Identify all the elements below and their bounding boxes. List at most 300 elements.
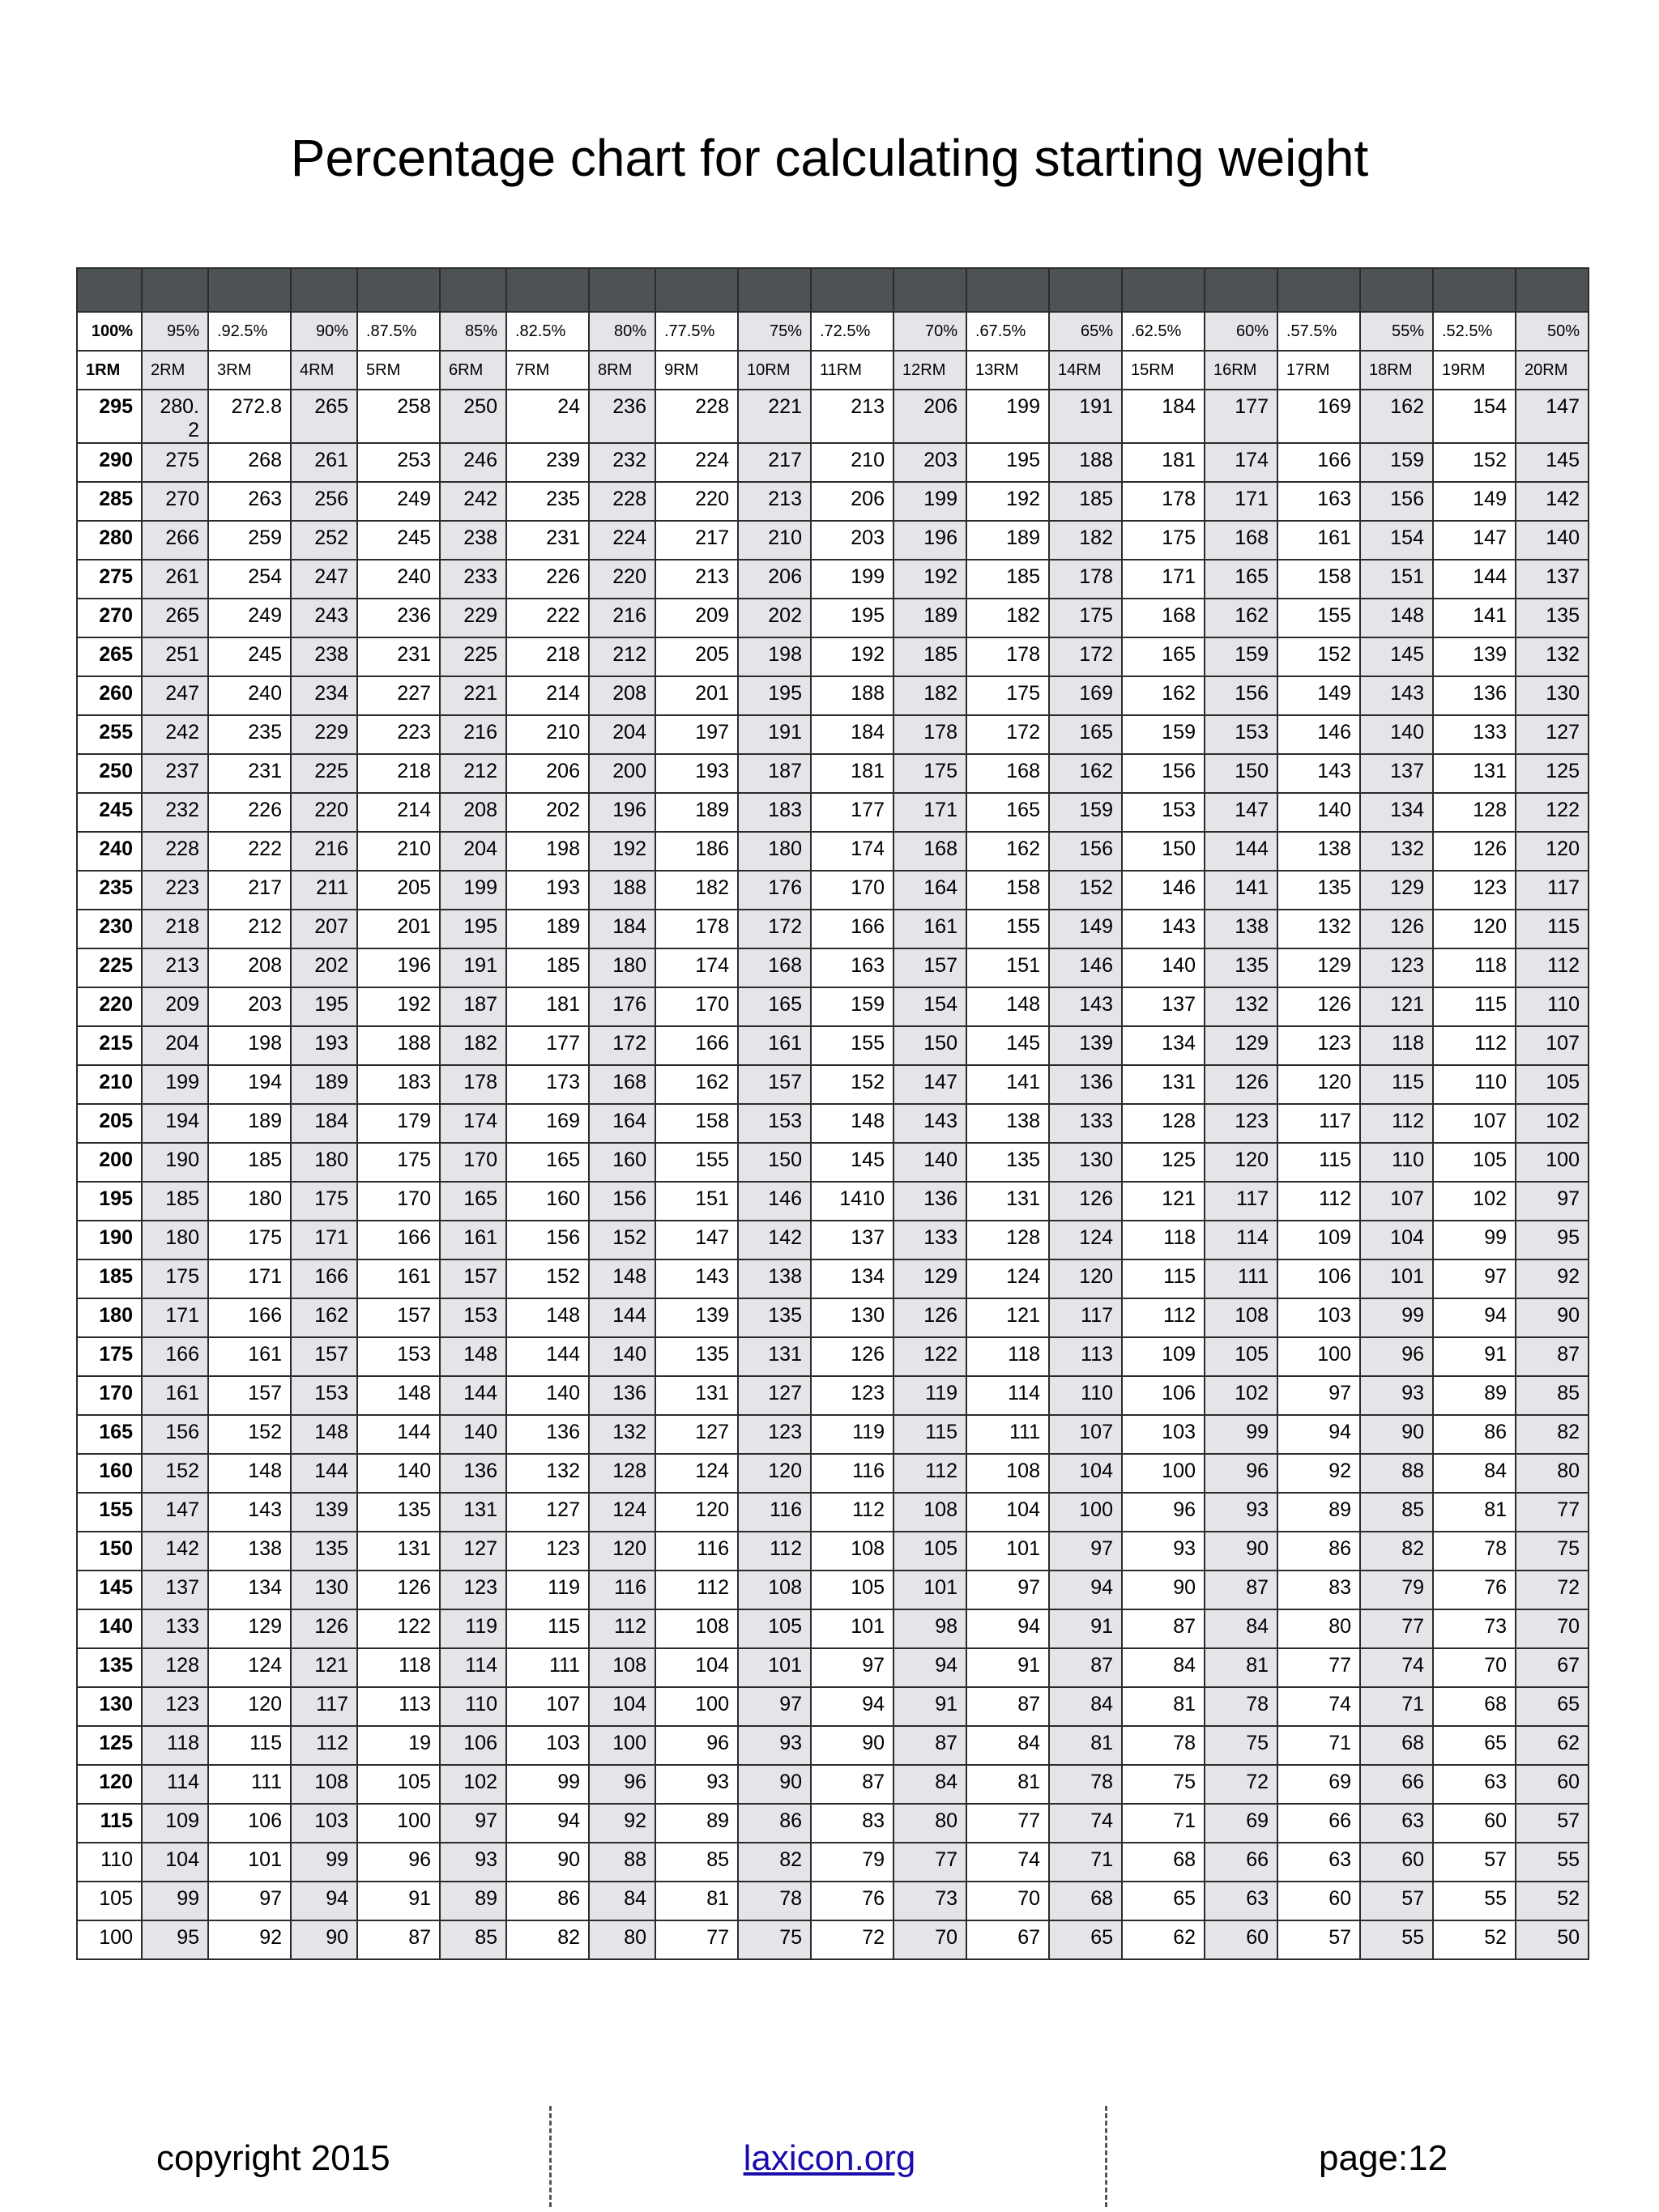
one-rm-cell: 115 bbox=[77, 1804, 142, 1843]
weight-cell: 97 bbox=[1433, 1259, 1516, 1298]
weight-cell: 131 bbox=[655, 1376, 738, 1415]
weight-cell: 156 bbox=[589, 1182, 655, 1221]
weight-cell: 236 bbox=[357, 599, 440, 637]
rm-header-cell: 20RM bbox=[1516, 351, 1589, 390]
weight-cell: 161 bbox=[208, 1337, 291, 1376]
weight-cell: 178 bbox=[655, 910, 738, 948]
weight-cell: 143 bbox=[1122, 910, 1205, 948]
weight-cell: 157 bbox=[893, 948, 966, 987]
weight-cell: 210 bbox=[811, 443, 893, 482]
one-rm-cell: 155 bbox=[77, 1493, 142, 1532]
weight-cell: 132 bbox=[1277, 910, 1360, 948]
weight-cell: 68 bbox=[1433, 1687, 1516, 1726]
weight-cell: 75 bbox=[1516, 1532, 1589, 1571]
percent-header-cell: 75% bbox=[738, 312, 811, 351]
weight-cell: 124 bbox=[208, 1648, 291, 1687]
weight-cell: 101 bbox=[893, 1571, 966, 1609]
weight-cell: 123 bbox=[1205, 1104, 1277, 1143]
weight-cell: 154 bbox=[1360, 521, 1433, 560]
weight-cell: 162 bbox=[1205, 599, 1277, 637]
weight-cell: 217 bbox=[208, 871, 291, 910]
weight-cell: 143 bbox=[1277, 754, 1360, 793]
header-bar-cell bbox=[1049, 268, 1122, 312]
one-rm-cell: 290 bbox=[77, 443, 142, 482]
weight-cell: 97 bbox=[966, 1571, 1049, 1609]
weight-cell: 198 bbox=[208, 1026, 291, 1065]
weight-cell: 199 bbox=[440, 871, 506, 910]
weight-cell: 175 bbox=[357, 1143, 440, 1182]
weight-cell: 156 bbox=[142, 1415, 208, 1454]
weight-cell: 19 bbox=[357, 1726, 440, 1765]
rm-header-cell: 12RM bbox=[893, 351, 966, 390]
weight-cell: 160 bbox=[589, 1143, 655, 1182]
weight-cell: 88 bbox=[589, 1843, 655, 1882]
weight-cell: 213 bbox=[142, 948, 208, 987]
weight-cell: 120 bbox=[1205, 1143, 1277, 1182]
weight-cell: 178 bbox=[966, 637, 1049, 676]
rm-header-row bbox=[77, 351, 1589, 390]
weight-cell: 60 bbox=[1360, 1843, 1433, 1882]
weight-cell: 63 bbox=[1360, 1804, 1433, 1843]
weight-cell: 165 bbox=[1205, 560, 1277, 599]
weight-cell: 233 bbox=[440, 560, 506, 599]
weight-cell: 90 bbox=[811, 1726, 893, 1765]
weight-cell: 222 bbox=[208, 832, 291, 871]
weight-cell: 218 bbox=[506, 637, 589, 676]
weight-cell: 77 bbox=[893, 1843, 966, 1882]
weight-cell: 102 bbox=[1433, 1182, 1516, 1221]
weight-cell: 73 bbox=[1433, 1609, 1516, 1648]
weight-cell: 205 bbox=[655, 637, 738, 676]
rm-header-cell: 14RM bbox=[1049, 351, 1122, 390]
weight-cell: 63 bbox=[1433, 1765, 1516, 1804]
weight-cell: 60 bbox=[1205, 1920, 1277, 1959]
weight-cell: 75 bbox=[1205, 1726, 1277, 1765]
weight-cell: 178 bbox=[440, 1065, 506, 1104]
one-rm-cell: 170 bbox=[77, 1376, 142, 1415]
weight-cell: 95 bbox=[1516, 1221, 1589, 1259]
header-bar-cell bbox=[208, 268, 291, 312]
table-row bbox=[77, 1843, 1589, 1882]
weight-cell: 191 bbox=[1049, 390, 1122, 443]
table-row bbox=[77, 1882, 1589, 1920]
weight-cell: 190 bbox=[142, 1143, 208, 1182]
weight-cell: 109 bbox=[142, 1804, 208, 1843]
weight-cell: 126 bbox=[1049, 1182, 1122, 1221]
weight-cell: 136 bbox=[1049, 1065, 1122, 1104]
weight-cell: 199 bbox=[811, 560, 893, 599]
weight-cell: 145 bbox=[1516, 443, 1589, 482]
weight-cell: 118 bbox=[1122, 1221, 1205, 1259]
weight-cell: 113 bbox=[1049, 1337, 1122, 1376]
weight-cell: 82 bbox=[738, 1843, 811, 1882]
weight-cell: 141 bbox=[966, 1065, 1049, 1104]
weight-cell: 148 bbox=[440, 1337, 506, 1376]
weight-cell: 204 bbox=[142, 1026, 208, 1065]
table-row bbox=[77, 599, 1589, 637]
weight-cell: 121 bbox=[1122, 1182, 1205, 1221]
weight-cell: 103 bbox=[506, 1726, 589, 1765]
weight-cell: 165 bbox=[1049, 715, 1122, 754]
weight-cell: 60 bbox=[1516, 1765, 1589, 1804]
weight-cell: 266 bbox=[142, 521, 208, 560]
weight-cell: 131 bbox=[440, 1493, 506, 1532]
weight-cell: 138 bbox=[1277, 832, 1360, 871]
weight-cell: 139 bbox=[291, 1493, 357, 1532]
weight-cell: 198 bbox=[738, 637, 811, 676]
table-row bbox=[77, 521, 1589, 560]
weight-cell: 71 bbox=[1049, 1843, 1122, 1882]
weight-cell: 240 bbox=[357, 560, 440, 599]
weight-cell: 145 bbox=[1360, 637, 1433, 676]
weight-cell: 123 bbox=[738, 1415, 811, 1454]
weight-cell: 110 bbox=[440, 1687, 506, 1726]
weight-cell: 99 bbox=[142, 1882, 208, 1920]
weight-cell: 52 bbox=[1516, 1882, 1589, 1920]
weight-cell: 140 bbox=[1516, 521, 1589, 560]
weight-cell: 77 bbox=[1277, 1648, 1360, 1687]
weight-cell: 83 bbox=[1277, 1571, 1360, 1609]
weight-cell: 142 bbox=[1516, 482, 1589, 521]
weight-cell: 180 bbox=[142, 1221, 208, 1259]
weight-cell: 122 bbox=[893, 1337, 966, 1376]
weight-cell: 97 bbox=[738, 1687, 811, 1726]
weight-cell: 86 bbox=[1277, 1532, 1360, 1571]
weight-cell: 199 bbox=[893, 482, 966, 521]
weight-cell: 220 bbox=[291, 793, 357, 832]
weight-cell: 114 bbox=[1205, 1221, 1277, 1259]
weight-cell: 128 bbox=[966, 1221, 1049, 1259]
header-bar-cell bbox=[291, 268, 357, 312]
table-row bbox=[77, 1532, 1589, 1571]
weight-cell: 178 bbox=[1122, 482, 1205, 521]
one-rm-cell: 180 bbox=[77, 1298, 142, 1337]
weight-cell: 85 bbox=[440, 1920, 506, 1959]
weight-cell: 92 bbox=[589, 1804, 655, 1843]
weight-cell: 143 bbox=[1360, 676, 1433, 715]
percent-header-cell: 95% bbox=[142, 312, 208, 351]
weight-cell: 91 bbox=[1049, 1609, 1122, 1648]
weight-cell: 200 bbox=[589, 754, 655, 793]
weight-cell: 144 bbox=[506, 1337, 589, 1376]
weight-cell: 239 bbox=[506, 443, 589, 482]
weight-cell: 129 bbox=[1360, 871, 1433, 910]
weight-cell: 93 bbox=[738, 1726, 811, 1765]
weight-cell: 169 bbox=[506, 1104, 589, 1143]
weight-cell: 84 bbox=[893, 1765, 966, 1804]
weight-cell: 135 bbox=[655, 1337, 738, 1376]
weight-cell: 84 bbox=[1049, 1687, 1122, 1726]
weight-cell: 261 bbox=[291, 443, 357, 482]
weight-cell: 234 bbox=[291, 676, 357, 715]
weight-cell: 170 bbox=[811, 871, 893, 910]
weight-cell: 129 bbox=[1205, 1026, 1277, 1065]
weight-cell: 120 bbox=[1516, 832, 1589, 871]
footer-link[interactable]: laxicon.org bbox=[743, 2138, 916, 2178]
weight-cell: 86 bbox=[738, 1804, 811, 1843]
weight-cell: 128 bbox=[1433, 793, 1516, 832]
weight-cell: 172 bbox=[1049, 637, 1122, 676]
weight-cell: 153 bbox=[1122, 793, 1205, 832]
weight-cell: 127 bbox=[1516, 715, 1589, 754]
weight-cell: 124 bbox=[966, 1259, 1049, 1298]
weight-cell: 222 bbox=[506, 599, 589, 637]
one-rm-cell: 165 bbox=[77, 1415, 142, 1454]
weight-cell: 249 bbox=[208, 599, 291, 637]
percent-header-cell: .82.5% bbox=[506, 312, 589, 351]
weight-cell: 70 bbox=[893, 1920, 966, 1959]
weight-cell: 188 bbox=[357, 1026, 440, 1065]
weight-cell: 153 bbox=[291, 1376, 357, 1415]
weight-cell: 208 bbox=[440, 793, 506, 832]
weight-cell: 74 bbox=[1360, 1648, 1433, 1687]
one-rm-cell: 150 bbox=[77, 1532, 142, 1571]
weight-cell: 72 bbox=[811, 1920, 893, 1959]
weight-cell: 171 bbox=[1205, 482, 1277, 521]
one-rm-cell: 220 bbox=[77, 987, 142, 1026]
weight-cell: 130 bbox=[811, 1298, 893, 1337]
table-row bbox=[77, 1104, 1589, 1143]
one-rm-cell: 215 bbox=[77, 1026, 142, 1065]
weight-cell: 71 bbox=[1277, 1726, 1360, 1765]
weight-cell: 183 bbox=[738, 793, 811, 832]
weight-cell: 140 bbox=[1122, 948, 1205, 987]
weight-cell: 77 bbox=[1360, 1609, 1433, 1648]
rm-header-cell: 13RM bbox=[966, 351, 1049, 390]
weight-cell: 192 bbox=[589, 832, 655, 871]
weight-cell: 155 bbox=[1277, 599, 1360, 637]
weight-cell: 50 bbox=[1516, 1920, 1589, 1959]
weight-cell: 152 bbox=[1049, 871, 1122, 910]
weight-cell: 111 bbox=[1205, 1259, 1277, 1298]
weight-cell: 80 bbox=[1277, 1609, 1360, 1648]
weight-cell: 178 bbox=[1049, 560, 1122, 599]
weight-cell: 182 bbox=[893, 676, 966, 715]
weight-cell: 189 bbox=[966, 521, 1049, 560]
rm-header-cell: 2RM bbox=[142, 351, 208, 390]
one-rm-cell: 205 bbox=[77, 1104, 142, 1143]
weight-cell: 235 bbox=[208, 715, 291, 754]
weight-cell: 147 bbox=[1516, 390, 1589, 443]
weight-cell: 117 bbox=[291, 1687, 357, 1726]
one-rm-cell: 295 bbox=[77, 390, 142, 443]
weight-cell: 182 bbox=[440, 1026, 506, 1065]
weight-cell: 93 bbox=[1205, 1493, 1277, 1532]
weight-cell: 138 bbox=[208, 1532, 291, 1571]
weight-cell: 192 bbox=[357, 987, 440, 1026]
weight-cell: 55 bbox=[1360, 1920, 1433, 1959]
percent-header-cell: .57.5% bbox=[1277, 312, 1360, 351]
weight-cell: 184 bbox=[811, 715, 893, 754]
weight-cell: 118 bbox=[1433, 948, 1516, 987]
weight-cell: 174 bbox=[655, 948, 738, 987]
weight-cell: 150 bbox=[1122, 832, 1205, 871]
rm-header-cell: 17RM bbox=[1277, 351, 1360, 390]
weight-cell: 152 bbox=[1277, 637, 1360, 676]
rm-header-cell: 4RM bbox=[291, 351, 357, 390]
weight-cell: 154 bbox=[1433, 390, 1516, 443]
table-row bbox=[77, 1648, 1589, 1687]
one-rm-cell: 195 bbox=[77, 1182, 142, 1221]
weight-cell: 256 bbox=[291, 482, 357, 521]
weight-cell: 236 bbox=[589, 390, 655, 443]
weight-cell: 217 bbox=[655, 521, 738, 560]
weight-cell: 162 bbox=[1049, 754, 1122, 793]
weight-cell: 152 bbox=[589, 1221, 655, 1259]
percent-header-cell: 100% bbox=[77, 312, 142, 351]
weight-cell: 133 bbox=[142, 1609, 208, 1648]
weight-cell: 212 bbox=[440, 754, 506, 793]
weight-cell: 156 bbox=[506, 1221, 589, 1259]
weight-cell: 119 bbox=[506, 1571, 589, 1609]
weight-cell: 123 bbox=[1277, 1026, 1360, 1065]
weight-cell: 134 bbox=[208, 1571, 291, 1609]
weight-cell: 117 bbox=[1049, 1298, 1122, 1337]
weight-cell: 87 bbox=[1122, 1609, 1205, 1648]
percentage-chart bbox=[76, 267, 1583, 1960]
weight-cell: 89 bbox=[1433, 1376, 1516, 1415]
weight-cell: 131 bbox=[1433, 754, 1516, 793]
weight-cell: 112 bbox=[589, 1609, 655, 1648]
weight-cell: 97 bbox=[440, 1804, 506, 1843]
weight-cell: 57 bbox=[1360, 1882, 1433, 1920]
weight-cell: 108 bbox=[966, 1454, 1049, 1493]
weight-cell: 135 bbox=[1277, 871, 1360, 910]
weight-cell: 105 bbox=[738, 1609, 811, 1648]
weight-cell: 91 bbox=[357, 1882, 440, 1920]
weight-cell: 84 bbox=[966, 1726, 1049, 1765]
weight-cell: 114 bbox=[440, 1648, 506, 1687]
weight-cell: 210 bbox=[506, 715, 589, 754]
weight-cell: 146 bbox=[1049, 948, 1122, 987]
weight-cell: 103 bbox=[291, 1804, 357, 1843]
weight-cell: 216 bbox=[291, 832, 357, 871]
percent-header-cell: 50% bbox=[1516, 312, 1589, 351]
table-row bbox=[77, 1298, 1589, 1337]
table-row bbox=[77, 1687, 1589, 1726]
header-bar-cell bbox=[77, 268, 142, 312]
weight-cell: 101 bbox=[738, 1648, 811, 1687]
weight-cell: 87 bbox=[1205, 1571, 1277, 1609]
weight-cell: 210 bbox=[738, 521, 811, 560]
weight-cell: 118 bbox=[142, 1726, 208, 1765]
rm-header-cell: 8RM bbox=[589, 351, 655, 390]
weight-cell: 211 bbox=[291, 871, 357, 910]
weight-cell: 104 bbox=[655, 1648, 738, 1687]
weight-cell: 80 bbox=[589, 1920, 655, 1959]
weight-cell: 57 bbox=[1277, 1920, 1360, 1959]
one-rm-cell: 265 bbox=[77, 637, 142, 676]
weight-cell: 115 bbox=[1433, 987, 1516, 1026]
weight-cell: 129 bbox=[893, 1259, 966, 1298]
weight-cell: 92 bbox=[1277, 1454, 1360, 1493]
weight-cell: 105 bbox=[357, 1765, 440, 1804]
weight-cell: 109 bbox=[1277, 1221, 1360, 1259]
weight-cell: 71 bbox=[1122, 1804, 1205, 1843]
one-rm-cell: 140 bbox=[77, 1609, 142, 1648]
weight-cell: 143 bbox=[208, 1493, 291, 1532]
weight-cell: 69 bbox=[1205, 1804, 1277, 1843]
weight-cell: 90 bbox=[1516, 1298, 1589, 1337]
weight-cell: 76 bbox=[811, 1882, 893, 1920]
weight-cell: 138 bbox=[1205, 910, 1277, 948]
weight-cell: 182 bbox=[655, 871, 738, 910]
weight-cell: 196 bbox=[893, 521, 966, 560]
weight-cell: 126 bbox=[1360, 910, 1433, 948]
weight-cell: 72 bbox=[1205, 1765, 1277, 1804]
weight-cell: 91 bbox=[1433, 1337, 1516, 1376]
weight-cell: 87 bbox=[1049, 1648, 1122, 1687]
weight-cell: 75 bbox=[738, 1920, 811, 1959]
weight-cell: 94 bbox=[1433, 1298, 1516, 1337]
rm-header-cell: 7RM bbox=[506, 351, 589, 390]
weight-cell: 108 bbox=[655, 1609, 738, 1648]
weight-cell: 165 bbox=[440, 1182, 506, 1221]
weight-cell: 166 bbox=[208, 1298, 291, 1337]
weight-cell: 87 bbox=[893, 1726, 966, 1765]
weight-cell: 213 bbox=[738, 482, 811, 521]
weight-cell: 159 bbox=[1122, 715, 1205, 754]
weight-cell: 120 bbox=[655, 1493, 738, 1532]
weight-cell: 137 bbox=[811, 1221, 893, 1259]
percent-header-row bbox=[77, 312, 1589, 351]
weight-cell: 165 bbox=[506, 1143, 589, 1182]
weight-cell: 92 bbox=[208, 1920, 291, 1959]
weight-cell: 99 bbox=[506, 1765, 589, 1804]
weight-cell: 91 bbox=[893, 1687, 966, 1726]
weight-cell: 98 bbox=[893, 1609, 966, 1648]
weight-cell: 228 bbox=[142, 832, 208, 871]
weight-cell: 166 bbox=[142, 1337, 208, 1376]
weight-cell: 114 bbox=[142, 1765, 208, 1804]
weight-cell: 80 bbox=[1516, 1454, 1589, 1493]
weight-cell: 68 bbox=[1360, 1726, 1433, 1765]
weight-cell: 218 bbox=[357, 754, 440, 793]
weight-cell: 193 bbox=[291, 1026, 357, 1065]
one-rm-cell: 120 bbox=[77, 1765, 142, 1804]
weight-cell: 93 bbox=[1360, 1376, 1433, 1415]
percent-header-cell: .72.5% bbox=[811, 312, 893, 351]
weight-cell: 218 bbox=[142, 910, 208, 948]
weight-cell: 246 bbox=[440, 443, 506, 482]
weight-cell: 131 bbox=[966, 1182, 1049, 1221]
weight-cell: 265 bbox=[142, 599, 208, 637]
weight-cell: 232 bbox=[142, 793, 208, 832]
weight-cell: 108 bbox=[1205, 1298, 1277, 1337]
weight-cell: 153 bbox=[738, 1104, 811, 1143]
weight-cell: 250 bbox=[440, 390, 506, 443]
weight-cell: 102 bbox=[1205, 1376, 1277, 1415]
weight-cell: 86 bbox=[506, 1882, 589, 1920]
weight-cell: 85 bbox=[1516, 1376, 1589, 1415]
weight-cell: 110 bbox=[1433, 1065, 1516, 1104]
header-bar-cell bbox=[1433, 268, 1516, 312]
weight-cell: 168 bbox=[589, 1065, 655, 1104]
weight-cell: 253 bbox=[357, 443, 440, 482]
weight-cell: 135 bbox=[291, 1532, 357, 1571]
weight-cell: 106 bbox=[1122, 1376, 1205, 1415]
one-rm-cell: 175 bbox=[77, 1337, 142, 1376]
rm-header-cell: 10RM bbox=[738, 351, 811, 390]
one-rm-cell: 190 bbox=[77, 1221, 142, 1259]
weight-cell: 137 bbox=[1516, 560, 1589, 599]
weight-cell: 106 bbox=[440, 1726, 506, 1765]
weight-cell: 82 bbox=[506, 1920, 589, 1959]
weight-cell: 106 bbox=[1277, 1259, 1360, 1298]
weight-cell: 135 bbox=[738, 1298, 811, 1337]
weight-cell: 181 bbox=[811, 754, 893, 793]
weight-cell: 116 bbox=[811, 1454, 893, 1493]
